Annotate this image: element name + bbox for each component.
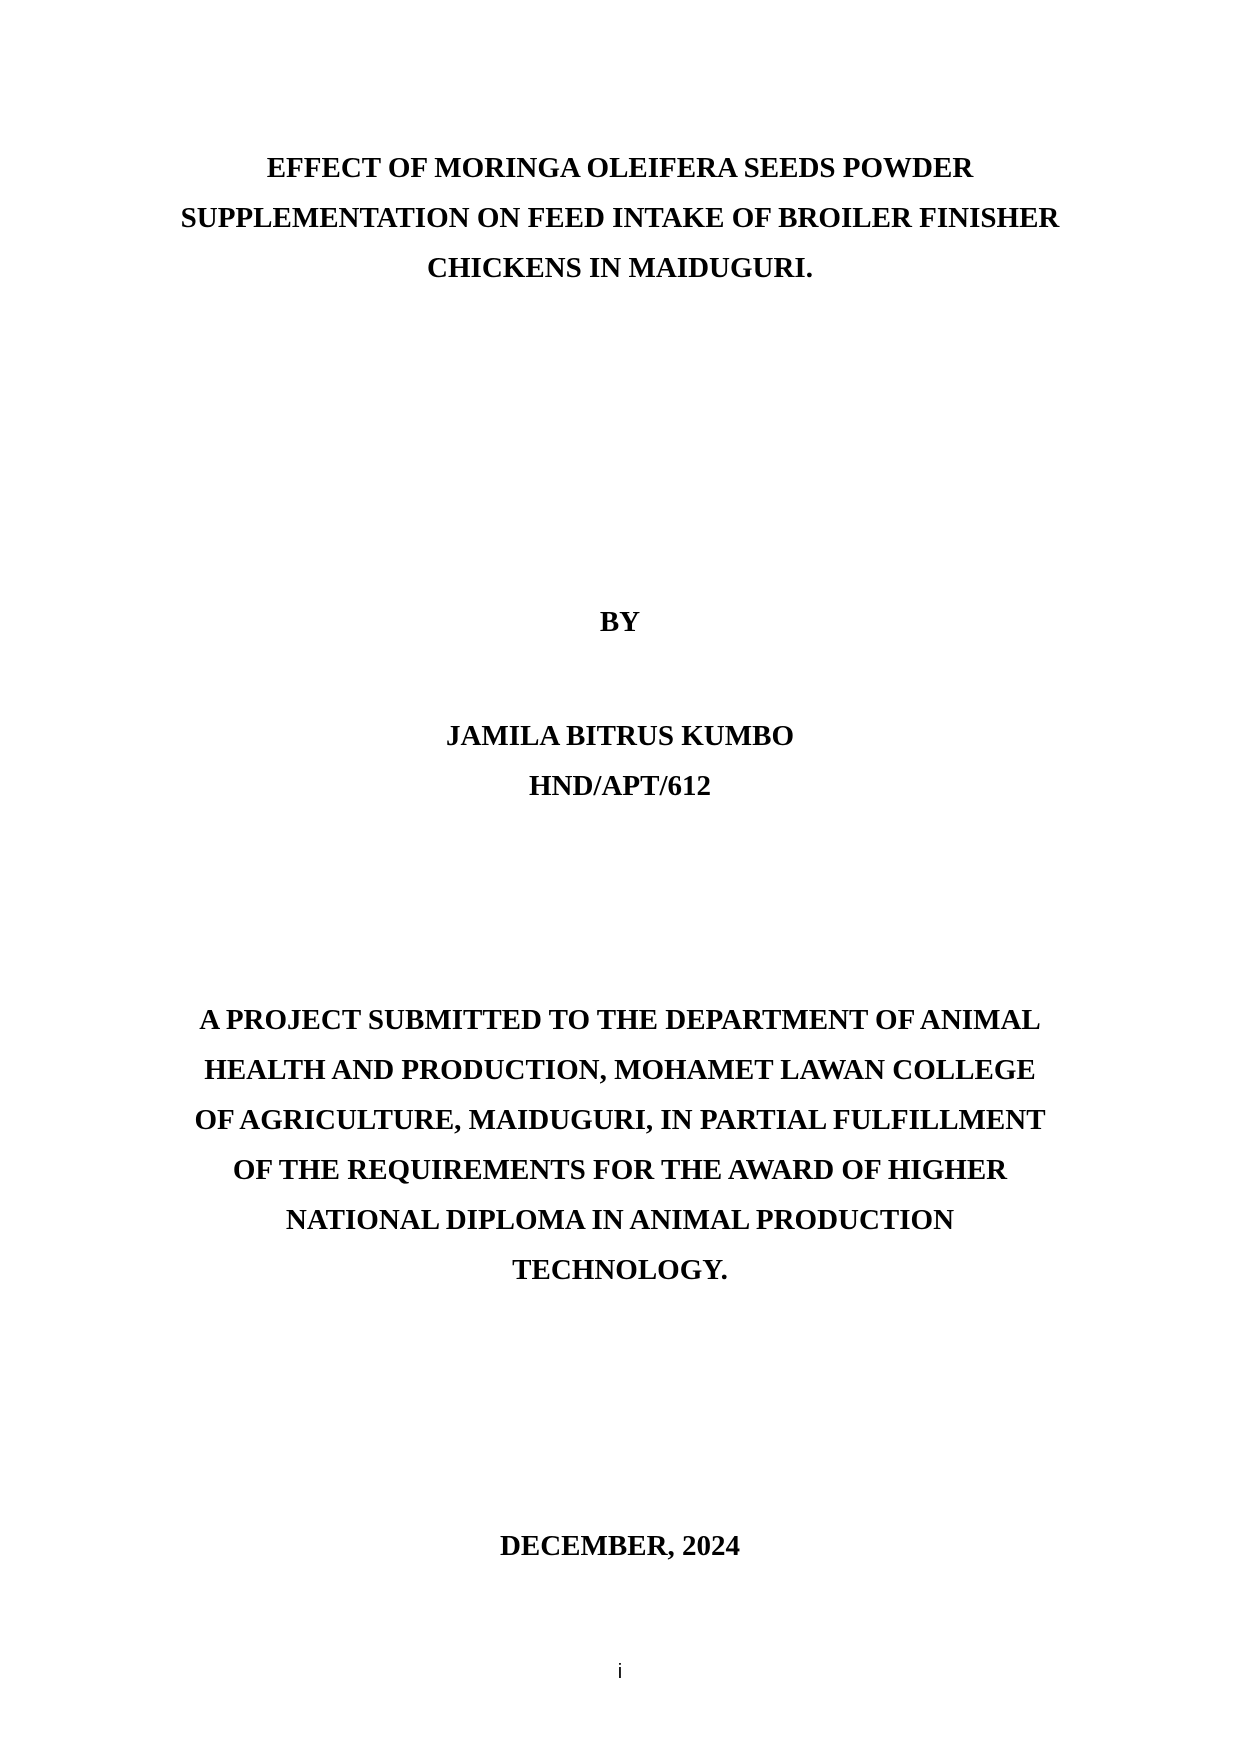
page-number: i xyxy=(617,1661,623,1683)
author-block xyxy=(0,711,1240,811)
submission-line: TECHNOLOGY. xyxy=(512,1254,728,1286)
submission-line: NATIONAL DIPLOMA IN ANIMAL PRODUCTION xyxy=(285,1204,955,1236)
submission-date: DECEMBER, 2024 xyxy=(499,1530,741,1562)
submission-line: OF THE REQUIREMENTS FOR THE AWARD OF HIGHER xyxy=(232,1154,1008,1186)
author-name: JAMILA BITRUS KUMBO xyxy=(445,720,795,752)
title-line: SUPPLEMENTATION ON FEED INTAKE OF BROILER FINISHER xyxy=(180,202,1060,234)
by-label: BY xyxy=(599,606,641,638)
submission-line: OF AGRICULTURE, MAIDUGURI, IN PARTIAL FULFILLMENT xyxy=(194,1104,1046,1136)
title-line: EFFECT OF MORINGA OLEIFERA SEEDS POWDER xyxy=(266,152,974,184)
author-id: HND/APT/612 xyxy=(528,770,712,802)
submission-line: HEALTH AND PRODUCTION, MOHAMET LAWAN COLLEGE xyxy=(204,1054,1036,1086)
document-title xyxy=(0,143,1240,293)
submission-statement xyxy=(0,995,1240,1295)
submission-line: A PROJECT SUBMITTED TO THE DEPARTMENT OF ANIMAL xyxy=(199,1004,1041,1036)
title-line: CHICKENS IN MAIDUGURI. xyxy=(427,252,813,284)
